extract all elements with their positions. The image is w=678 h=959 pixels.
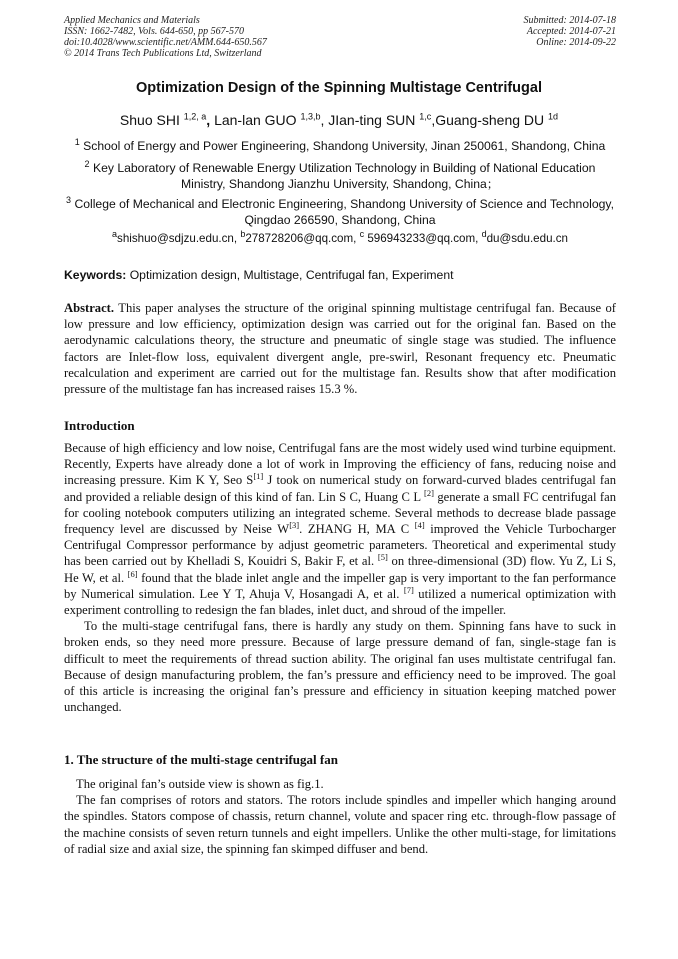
- text-run: found that the blade inlet angle and the impeller gap is very important to the fan performance by Numerical simulation. Lee Y T, Ahuja V, Hosangadi A, et al.: [64, 570, 617, 601]
- email-address: shishuo@sdjzu.edu.cn,: [117, 232, 241, 245]
- affiliation-text: School of Energy and Power Engineering, Shandong University, Jinan 250061, Shandong, China: [83, 139, 606, 153]
- section-1-paragraph-2: The fan comprises of rotors and stators. The rotors include spindles and impeller which hanging around the spindles. Stators compose of chassis, return channel, volute and spacer ring etc. through-flow passage of the machine consists of seven return tunnels and eight impellers. Unlike the other multi-stage, for limitations of radial size and axial size, the spinning fan skimped diffuser and bend.: [64, 793, 616, 856]
- author-affiliation-mark: 1,3,b: [300, 111, 321, 122]
- email-mark: c: [359, 229, 365, 240]
- citation: [6]: [127, 568, 138, 579]
- citation: [2]: [423, 487, 434, 498]
- copyright-line: © 2014 Trans Tech Publications Ltd, Switzerland: [64, 48, 262, 59]
- email-mark: d: [481, 229, 487, 240]
- citation: [4]: [414, 519, 425, 530]
- abstract-text: This paper analyses the structure of the original spinning multistage centrifugal fan. Because of low pressure and low efficiency, optimization design was carried out for the original fan. Based on the aerodynamic calculations theory, the structure and pneumatic of single stage was studied. The influence factors are Inlet-flow loss, equivalent divergent angle, pre-swirl, Resonant frequency etc. Pneumatic recalculation and experiment are carried out for the multistage fan. Results show that after modification pressure of the multistage fan has increased raises 15.3 %.: [64, 301, 616, 397]
- affiliation-3: [64, 196, 616, 228]
- affiliation-2: [64, 160, 616, 192]
- author-emails: [64, 229, 616, 245]
- intro-paragraph-2: To the multi-stage centrifugal fans, there is hardly any study on them. Spinning fans have to suck in broken ends, so they need more pressure. Because of large pressure demand of fan, single-stage fan is difficult to meet the requirements of thread suction ability. The original fan uses multistate centrifugal fan. Because of design manufacturing problem, the fan’s pressure and efficiency need to be improved. The goal of this article is increasing the original fan’s pressure and efficiency in situation keeping matched power unchanged.: [64, 619, 616, 715]
- affiliation-1: [64, 138, 616, 154]
- email-address: 278728206@qq.com,: [245, 232, 360, 245]
- section-1-body: [64, 776, 616, 857]
- submitted-date: Submitted: 2014-07-18: [523, 15, 616, 26]
- online-date: Online: 2014-09-22: [536, 37, 616, 48]
- dates-header: [524, 15, 617, 48]
- affiliation-text: College of Mechanical and Electronic Engineering, Shandong University of Science and Technology, Qingdao 266590, Shandong, China: [74, 197, 614, 227]
- affiliation-text: Key Laboratory of Renewable Energy Utilization Technology in Building of National Education Ministry, Shandong Jianzhu University, Shandong, China；: [92, 161, 596, 191]
- affiliation-mark: 3: [66, 194, 72, 205]
- citation: [3]: [289, 519, 300, 530]
- text-run: Because of high efficiency and low noise, Centrifugal fans are the most widely used wind turbine equipment. Recently, Experts have already done a lot of work in Improving the efficiency of fans, reducing noise and increasing pressure. Kim K Y, Seo S: [64, 441, 616, 488]
- citation: [1]: [253, 471, 264, 482]
- citation: [7]: [403, 584, 414, 595]
- author-affiliation-mark: 1,c: [419, 111, 432, 122]
- section-1-heading: 1. The structure of the multi-stage centrifugal fan: [64, 752, 338, 767]
- abstract-label: Abstract.: [64, 301, 115, 315]
- email-mark: b: [240, 229, 246, 240]
- text-run: . ZHANG H, MA C: [299, 522, 415, 537]
- email-address: 596943233@qq.com,: [364, 232, 482, 245]
- keywords-label: Keywords:: [64, 268, 127, 282]
- affiliation-mark: 2: [84, 158, 90, 169]
- citation: [5]: [377, 552, 388, 563]
- affiliation-mark: 1: [74, 136, 80, 147]
- text-run: on three-dimensional (3D) flow. Yu Z, Li S, He W, et al.: [64, 554, 616, 585]
- author-list: Shuo SHI $^{1,2, a}$, Lan-lan GUO $^{1,3,b}$, JIan-ting SUN $^{1,c}$,Guang-sheng DU $^{1d}$: [119, 111, 559, 128]
- paper-title: Optimization Design of the Spinning Multistage Centrifugal: [136, 80, 542, 96]
- intro-paragraph-1: [64, 440, 616, 618]
- journal-name: Applied Mechanics and Materials: [64, 15, 200, 26]
- issn-line: ISSN: 1662-7482, Vols. 644-650, pp 567-570: [64, 26, 244, 37]
- author-affiliation-mark: 1,2, a: [183, 111, 207, 122]
- author-name: Lan-lan GUO: [214, 112, 297, 128]
- text-run: generate a small FC centrifugal fan for cooling notebook computers utilizing an integrated scheme. Several methods to decrease blade passage frequency level are discussed by Neise W: [64, 489, 616, 537]
- abstract-paragraph: [64, 300, 616, 397]
- accepted-date: Accepted: 2014-07-21: [526, 26, 616, 37]
- keywords-text: Optimization design, Multistage, Centrifugal fan, Experiment: [126, 268, 454, 282]
- text-run: utilized a numerical optimization with experiment controlling to redesign the fan blades, inlet duct, and shroud of the impeller.: [64, 586, 617, 618]
- email-address: du@sdu.edu.cn: [486, 232, 568, 245]
- introduction-body: [64, 440, 616, 715]
- keywords-line: [64, 268, 616, 282]
- section-1-paragraph-1: The original fan’s outside view is shown as fig.1.: [76, 777, 324, 791]
- author-name: Guang-sheng DU: [435, 112, 545, 128]
- author-name: Shuo SHI: [119, 112, 180, 128]
- doi-line: doi:10.4028/www.scientific.net/AMM.644-650.567: [64, 37, 267, 48]
- author-name: JIan-ting SUN: [328, 112, 416, 128]
- journal-header: [64, 15, 267, 59]
- text-run: improved the Vehicle Turbocharger Centrifugal Compressor performance by adjust geometric parameters. Theoretical and experimental study has been carried out by Khelladi S, Kouidri S, Bakir F, et al.: [64, 522, 616, 569]
- email-mark: a: [112, 229, 118, 240]
- introduction-heading: Introduction: [64, 418, 135, 433]
- author-affiliation-mark: 1d: [548, 111, 559, 122]
- text-run: J took on numerical study on forward-curved blades centrifugal fan and provided a reliable design of this kind of fan. Lin S C, Huang C L: [64, 473, 616, 504]
